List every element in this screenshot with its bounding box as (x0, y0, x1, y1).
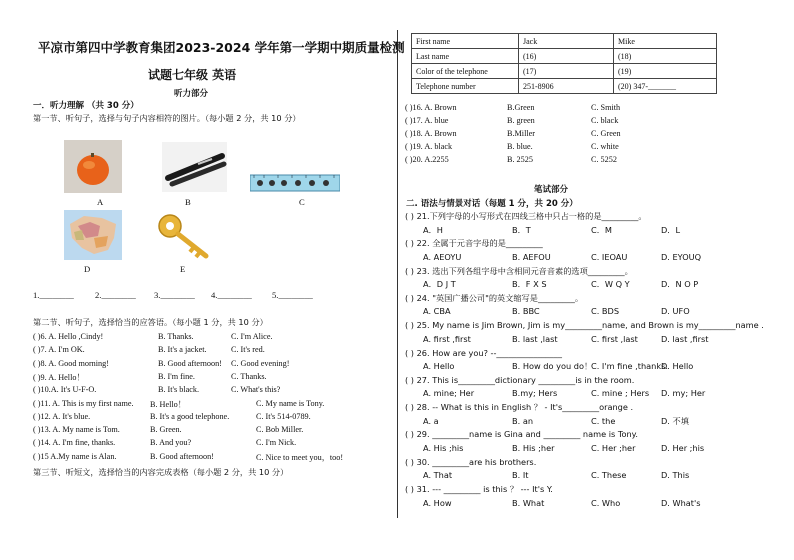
question-options (405, 279, 735, 291)
map-picture (64, 210, 122, 260)
option-c[interactable]: C. I'm Nick. (256, 438, 297, 448)
question-stem: ( ) 27. This is_________dictionary _________is in the room. (405, 374, 635, 385)
answer-option[interactable]: D. 不填 (661, 415, 689, 426)
option-b[interactable]: B. Good afternoon! (158, 358, 222, 368)
option-b[interactable]: B. It's a good telephone. (150, 411, 230, 421)
answer-option[interactable]: A. His ;his (423, 442, 464, 453)
option-b[interactable]: B. Hello！ (150, 399, 186, 409)
info-table-cell: Jack (519, 34, 614, 49)
sec3-instructions: 第三节、听短文，选择恰当的内容完成表格（每小题 2 分，共 10 分） (33, 467, 289, 477)
question-number-option-a[interactable]: ( )13. A. My name is Tom. (33, 425, 120, 435)
question-stem: ( ) 22. 全属于元音字母的是_________ (405, 238, 543, 249)
answer-option[interactable]: D. Hello (661, 361, 694, 371)
answer-option[interactable]: D. What's (661, 497, 701, 508)
option-b[interactable]: B. green (507, 116, 535, 125)
option-b[interactable]: B.Miller (507, 129, 535, 138)
info-table-row (412, 49, 717, 64)
answer-option[interactable]: A．D J T (423, 279, 456, 290)
answer-blank-3[interactable]: 3.________ (154, 290, 195, 300)
question-stem: ( ) 26. How are you? --________________ (405, 347, 562, 358)
part2-heading: 二. 语法与情景对话（每题 1 分，共 20 分） (406, 199, 578, 209)
option-b[interactable]: B. Thanks. (158, 332, 194, 341)
info-table-cell: 251-8906 (519, 79, 614, 94)
answer-option[interactable]: C．W Q Y (591, 279, 630, 290)
answer-option[interactable]: C. first ,last (591, 333, 638, 344)
answer-blank-1[interactable]: 1.________ (33, 290, 74, 300)
answer-option[interactable]: B．F X S (512, 279, 547, 290)
answer-option[interactable]: D．L (661, 224, 681, 235)
question-number-option-a[interactable]: ( )12. A. It's blue. (33, 411, 91, 421)
table-question (405, 155, 685, 167)
pic-label-c: C (299, 197, 305, 207)
answer-option[interactable]: A. CBA (423, 306, 451, 317)
answer-option[interactable]: A. first ,first (423, 333, 471, 344)
answer-option[interactable]: B. It (512, 470, 529, 481)
sec2-question (33, 399, 363, 411)
answer-option[interactable]: B. last ,last (512, 333, 558, 344)
question-stem: ( ) 29. _________name is Gina and _________ name is Tony. (405, 429, 638, 440)
info-table-cell: Mike (614, 34, 717, 49)
option-b[interactable]: B. Good afternoon! (150, 451, 214, 461)
answer-option[interactable]: C. BDS (591, 306, 620, 317)
option-c[interactable]: C. It's red. (231, 345, 265, 355)
info-table-cell: (19) (614, 64, 717, 79)
sec1-instructions: 第一节、听句子，选择与句子内容相符的图片。（每小题 2 分，共 10 分） (33, 113, 301, 123)
answer-option[interactable]: D. my; Her (661, 388, 706, 399)
answer-option[interactable]: C. Her ;her (591, 442, 636, 453)
question-options (405, 361, 735, 373)
answer-option[interactable]: A. That (423, 470, 453, 481)
writing-part-label: 笔试部分 (534, 185, 569, 195)
option-b[interactable]: B. blue. (507, 142, 533, 151)
answer-option[interactable]: B. BBC (512, 306, 540, 317)
question-number-option-a[interactable]: ( )6. A. Hello ,Cindy! (33, 332, 104, 341)
answer-option[interactable]: C. IEOAU (591, 251, 628, 262)
question-options (405, 498, 735, 510)
exam-subtitle: 试题七年级 英语 (148, 68, 237, 82)
answer-option[interactable]: B. AEFOU (512, 251, 551, 262)
answer-option[interactable]: B．T (512, 224, 531, 235)
answer-option[interactable]: A．H (423, 224, 443, 235)
question-number-option-a[interactable]: ( )10.A. It's U-F-O. (33, 385, 97, 395)
answer-blank-5[interactable]: 5.________ (272, 290, 313, 300)
option-c[interactable]: C. Smith (591, 103, 621, 112)
answer-option[interactable]: C．M (591, 224, 612, 235)
info-table-cell: Telephone number (412, 79, 519, 94)
answer-option[interactable]: D．N O P (661, 279, 699, 290)
exam-title: 平凉市第四中学教育集团2023-2024 学年第一学期中期质量检测 (38, 40, 405, 55)
listening-part-label: 听力部分 (174, 89, 209, 99)
question-stem: ( ) 24. "英国广播公司"的英文缩写是_________。 (405, 292, 584, 303)
info-table-cell: (17) (519, 64, 614, 79)
table-question (405, 103, 685, 115)
pic-label-a: A (97, 197, 104, 207)
option-b[interactable]: B.Green (507, 103, 535, 112)
question-number-option-a[interactable]: ( )7. A. I'm OK. (33, 345, 85, 355)
info-table-cell: (18) (614, 49, 717, 64)
question-number-option-a[interactable]: ( )19. A. black (405, 142, 453, 151)
pen-picture (162, 142, 227, 192)
sec2-instructions: 第二节、听句子，选择恰当的应答语。（每小题 1 分，共 10 分） (33, 317, 268, 327)
answer-option[interactable]: B. His ;her (512, 442, 555, 453)
sec2-question (33, 438, 363, 450)
sec2-question (33, 359, 363, 371)
option-b[interactable]: B. Green. (150, 425, 182, 435)
option-c[interactable]: C. My name is Tony. (256, 398, 325, 408)
question-stem: ( ) 23. 选出下列各组字母中含相同元音音素的选项_________。 (405, 265, 633, 276)
info-table-cell: Color of the telephone (412, 64, 519, 79)
table-question (405, 142, 685, 154)
option-b[interactable]: B. I'm fine. (158, 371, 195, 381)
question-stem: ( ) 25. My name is Jim Brown, Jim is my_________name, and Brown is my_________name . (405, 320, 764, 331)
option-b[interactable]: B. And you? (150, 438, 192, 448)
answer-option[interactable]: C. mine ; Hers (591, 388, 650, 399)
sec2-question (33, 425, 363, 437)
question-number-option-a[interactable]: ( )14. A. I'm fine, thanks. (33, 438, 116, 448)
answer-option[interactable]: A. How (423, 497, 452, 508)
question-options (405, 416, 735, 428)
answer-option[interactable]: D. This (661, 470, 690, 481)
key-picture (156, 212, 214, 260)
answer-option[interactable]: C. These (591, 470, 627, 481)
question-number-option-a[interactable]: ( )9. A. Hello！ (33, 372, 85, 382)
answer-option[interactable]: C. Who (591, 497, 621, 508)
sec2-question (33, 412, 363, 424)
info-table-cell: (20) 347-_______ (614, 79, 717, 94)
option-c[interactable]: C. Nice to meet you，too! (256, 452, 344, 462)
option-c[interactable]: C. Green (591, 129, 621, 138)
question-options (405, 225, 735, 237)
answer-option[interactable]: C. the (591, 415, 616, 426)
question-number-option-a[interactable]: ( )11. A. This is my first name. (33, 398, 134, 408)
sec2-question (33, 452, 363, 464)
option-c[interactable]: C. black (591, 116, 619, 125)
info-table-cell: (16) (519, 49, 614, 64)
option-c[interactable]: C. It's 514-0789. (256, 411, 311, 421)
info-table-cell: First name (412, 34, 519, 49)
option-c[interactable]: C. Thanks. (231, 371, 267, 381)
table-question (405, 116, 685, 128)
option-c[interactable]: C. Good evening! (231, 358, 290, 368)
answer-option[interactable]: A. mine; Her (423, 388, 475, 399)
info-table-row (412, 64, 717, 79)
answer-option[interactable]: B. What (512, 497, 545, 508)
info-table-cell: Last name (412, 49, 519, 64)
option-c[interactable]: C. white (591, 142, 619, 151)
question-number-option-a[interactable]: ( )17. A. blue (405, 116, 449, 125)
answer-option[interactable]: C. I'm fine ,thanks. (591, 361, 668, 371)
question-options (405, 252, 735, 264)
question-stem: ( ) 28. -- What is this in English ？ - It's_________orange . (405, 402, 634, 413)
answer-blank-2[interactable]: 2.________ (95, 290, 136, 300)
pic-label-e: E (180, 264, 186, 274)
sec2-question (33, 372, 363, 384)
info-table-row (412, 79, 717, 94)
question-options (405, 334, 735, 346)
option-c[interactable]: C. I'm Alice. (231, 332, 273, 341)
question-number-option-a[interactable]: ( )20. A.2255 (405, 155, 449, 164)
sec2-question (33, 385, 363, 397)
question-stem: ( ) 30. _________are his brothers. (405, 456, 537, 467)
column-divider (397, 30, 398, 518)
orange-picture (64, 140, 122, 193)
question-options (405, 470, 735, 482)
info-table (411, 33, 717, 94)
pic-label-b: B (185, 197, 191, 207)
question-options (405, 443, 735, 455)
question-options (405, 306, 735, 318)
question-options (405, 388, 735, 400)
table-question (405, 129, 685, 141)
answer-option[interactable]: B.my; Hers (512, 388, 558, 399)
question-number-option-a[interactable]: ( )15 A.My name is Alan. (33, 451, 117, 461)
answer-blank-4[interactable]: 4.________ (211, 290, 252, 300)
question-stem: ( ) 21.下列字母的小写形式在四线三格中只占一格的是_________。 (405, 211, 647, 221)
answer-option[interactable]: A. AEOYU (423, 251, 462, 262)
answer-option[interactable]: D. UFO (661, 306, 690, 317)
info-table-row (412, 34, 717, 49)
sec2-question (33, 332, 363, 344)
part1-heading: 一．听力理解 （共 30 分） (33, 101, 139, 111)
answer-option[interactable]: D. EYOUQ (661, 251, 702, 262)
question-number-option-a[interactable]: ( )8. A. Good morning! (33, 358, 109, 368)
answer-option[interactable]: B. an (512, 415, 534, 426)
option-b[interactable]: B. It's black. (158, 385, 200, 395)
option-c[interactable]: C. 5252 (591, 155, 617, 164)
question-stem: ( ) 31. --- _________ is this ？ --- It's Y. (405, 484, 553, 494)
answer-option[interactable]: A. a (423, 415, 439, 426)
option-b[interactable]: B. 2525 (507, 155, 533, 164)
question-number-option-a[interactable]: ( )16. A. Brown (405, 103, 457, 112)
sec2-question (33, 345, 363, 357)
ruler-picture (250, 173, 340, 193)
answer-option[interactable]: D. Her ;his (661, 442, 705, 453)
answer-option[interactable]: D. last ,first (661, 333, 709, 344)
question-number-option-a[interactable]: ( )18. A. Brown (405, 129, 457, 138)
option-b[interactable]: B. It's a jacket. (158, 345, 207, 355)
answer-option[interactable]: B. How do you do！ (512, 361, 593, 371)
option-c[interactable]: C. Bob Miller. (256, 425, 304, 435)
answer-option[interactable]: A. Hello (423, 361, 455, 371)
option-c[interactable]: C. What's this? (231, 385, 281, 395)
pic-label-d: D (84, 264, 91, 274)
